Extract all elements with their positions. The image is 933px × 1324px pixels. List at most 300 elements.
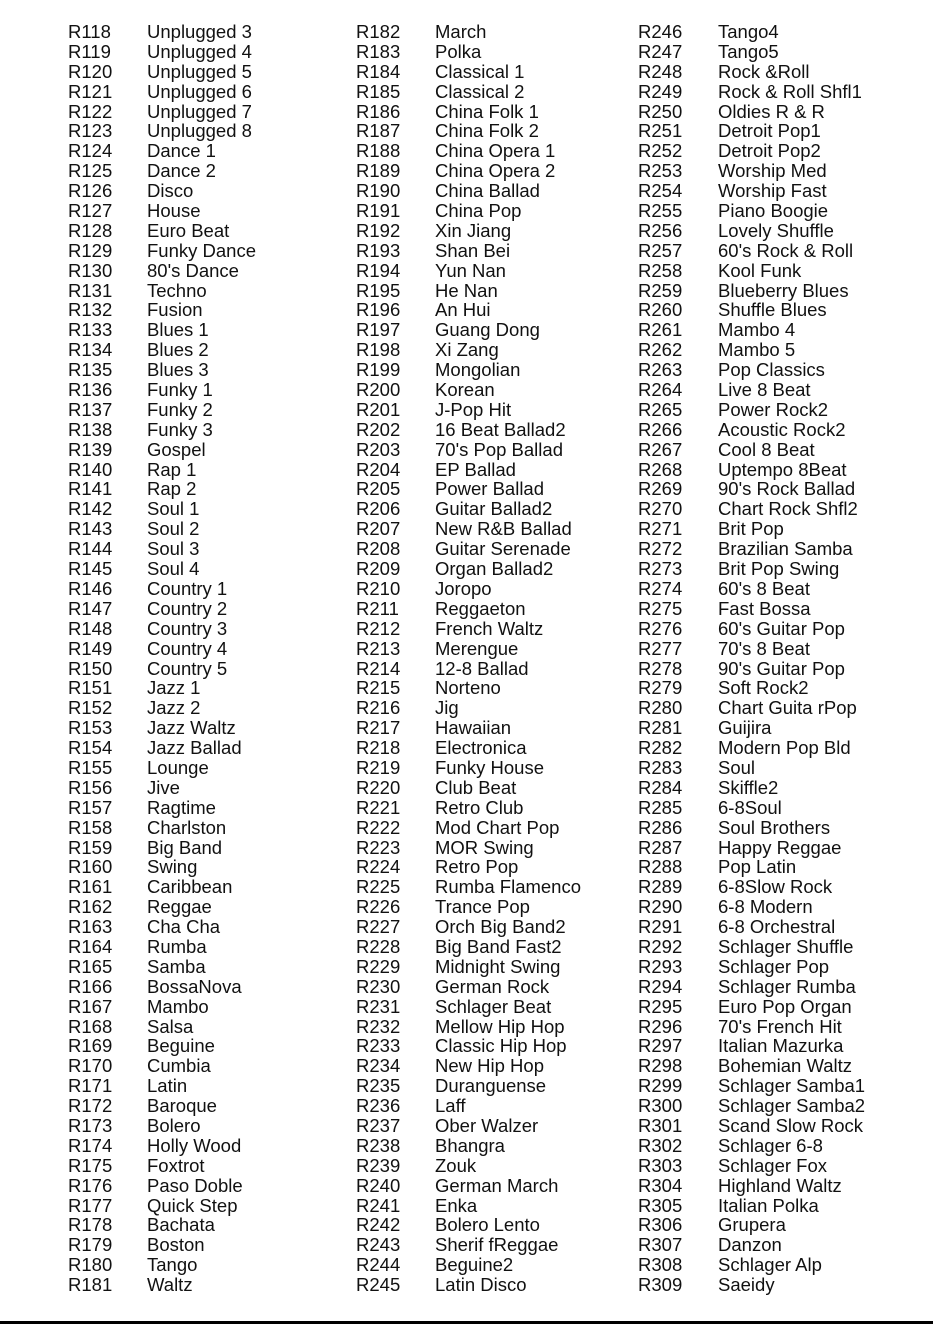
- rhythm-number: R193: [356, 239, 401, 261]
- rhythm-item: [356, 1116, 626, 1136]
- rhythm-item: [638, 698, 928, 718]
- rhythm-name: Scand Slow Rock: [718, 1114, 863, 1136]
- rhythm-number: R307: [638, 1234, 683, 1256]
- rhythm-name: 70's French Hit: [718, 1015, 842, 1037]
- rhythm-number: R178: [68, 1214, 113, 1236]
- rhythm-item: [356, 22, 626, 42]
- rhythm-item: [638, 1017, 928, 1037]
- rhythm-name: Blues 1: [147, 319, 209, 341]
- rhythm-name: Shan Bei: [435, 239, 511, 261]
- rhythm-item: [356, 141, 626, 161]
- rhythm-number: R251: [638, 120, 683, 142]
- rhythm-item: [356, 718, 626, 738]
- rhythm-name: Brazilian Samba: [718, 538, 853, 560]
- rhythm-item: [638, 579, 928, 599]
- rhythm-name: Country 1: [147, 577, 228, 599]
- rhythm-number: R296: [638, 1015, 683, 1037]
- rhythm-number: R144: [68, 538, 113, 560]
- rhythm-name: Schlager Fox: [718, 1154, 827, 1176]
- rhythm-item: [68, 798, 338, 818]
- rhythm-item: [356, 320, 626, 340]
- rhythm-item: [356, 758, 626, 778]
- rhythm-name: Cumbia: [147, 1055, 211, 1077]
- rhythm-name: Guitar Serenade: [435, 538, 571, 560]
- rhythm-item: [356, 599, 626, 619]
- rhythm-number: R209: [356, 558, 401, 580]
- rhythm-item: [356, 1136, 626, 1156]
- rhythm-name: Country 2: [147, 597, 228, 619]
- rhythm-item: [68, 1215, 338, 1235]
- rhythm-item: [356, 380, 626, 400]
- rhythm-name: Boston: [147, 1234, 205, 1256]
- rhythm-name: Zouk: [435, 1154, 477, 1176]
- rhythm-item: [638, 1076, 928, 1096]
- rhythm-item: [638, 977, 928, 997]
- rhythm-item: [68, 957, 338, 977]
- rhythm-item: [68, 300, 338, 320]
- rhythm-name: Hawaiian: [435, 717, 512, 739]
- rhythm-name: Happy Reggae: [718, 836, 842, 858]
- rhythm-name: Blues 2: [147, 339, 209, 361]
- rhythm-number: R280: [638, 697, 683, 719]
- rhythm-item: [68, 639, 338, 659]
- rhythm-item: [638, 460, 928, 480]
- rhythm-number: R169: [68, 1035, 113, 1057]
- rhythm-number: R239: [356, 1154, 401, 1176]
- rhythm-name: Rock &Roll: [718, 60, 810, 82]
- rhythm-number: R206: [356, 498, 401, 520]
- rhythm-number: R297: [638, 1035, 683, 1057]
- rhythm-number: R250: [638, 100, 683, 122]
- rhythm-name: Xi Zang: [435, 339, 499, 361]
- rhythm-name: Ober Walzer: [435, 1114, 539, 1136]
- rhythm-name: New R&B Ballad: [435, 518, 572, 540]
- rhythm-name: Pop Latin: [718, 856, 797, 878]
- rhythm-name: Rock & Roll Shfl1: [718, 80, 862, 102]
- rhythm-item: [68, 897, 338, 917]
- rhythm-number: R176: [68, 1174, 113, 1196]
- rhythm-number: R274: [638, 577, 683, 599]
- rhythm-item: [68, 519, 338, 539]
- rhythm-item: [638, 181, 928, 201]
- rhythm-name: House: [147, 200, 201, 222]
- rhythm-number: R172: [68, 1095, 113, 1117]
- rhythm-item: [356, 42, 626, 62]
- rhythm-item: [68, 400, 338, 420]
- rhythm-number: R185: [356, 80, 401, 102]
- rhythm-name: Soul 1: [147, 498, 200, 520]
- rhythm-name: He Nan: [435, 279, 498, 301]
- rhythm-item: [638, 479, 928, 499]
- rhythm-number: R128: [68, 219, 113, 241]
- rhythm-number: R281: [638, 717, 683, 739]
- rhythm-item: [68, 320, 338, 340]
- rhythm-name: Midnight Swing: [435, 955, 561, 977]
- rhythm-name: Detroit Pop2: [718, 140, 821, 162]
- rhythm-name: Soul 2: [147, 518, 200, 540]
- rhythm-number: R241: [356, 1194, 401, 1216]
- rhythm-number: R270: [638, 498, 683, 520]
- rhythm-number: R141: [68, 478, 113, 500]
- rhythm-number: R216: [356, 697, 401, 719]
- rhythm-number: R139: [68, 438, 113, 460]
- rhythm-name: Unplugged 4: [147, 40, 252, 62]
- rhythm-item: [638, 1036, 928, 1056]
- rhythm-name: Jig: [435, 697, 459, 719]
- rhythm-name: An Hui: [435, 299, 491, 321]
- rhythm-name: Mod Chart Pop: [435, 816, 560, 838]
- rhythm-item: [638, 82, 928, 102]
- rhythm-name: 70's 8 Beat: [718, 637, 810, 659]
- rhythm-item: [356, 1017, 626, 1037]
- rhythm-name: Norteno: [435, 677, 501, 699]
- rhythm-number: R212: [356, 617, 401, 639]
- rhythm-name: Piano Boogie: [718, 200, 829, 222]
- rhythm-item: [68, 440, 338, 460]
- rhythm-name: Soul 3: [147, 538, 200, 560]
- rhythm-number: R282: [638, 737, 683, 759]
- rhythm-item: [68, 479, 338, 499]
- rhythm-number: R155: [68, 756, 113, 778]
- rhythm-name: 6-8Slow Rock: [718, 876, 833, 898]
- rhythm-name: 6-8 Modern: [718, 896, 813, 918]
- rhythm-item: [68, 161, 338, 181]
- rhythm-item: [356, 897, 626, 917]
- rhythm-number: R285: [638, 796, 683, 818]
- rhythm-number: R203: [356, 438, 401, 460]
- rhythm-item: [68, 499, 338, 519]
- rhythm-item: [356, 281, 626, 301]
- rhythm-item: [68, 201, 338, 221]
- rhythm-number: R231: [356, 995, 401, 1017]
- rhythm-item: [638, 659, 928, 679]
- rhythm-item: [638, 42, 928, 62]
- rhythm-number: R261: [638, 319, 683, 341]
- rhythm-item: [68, 360, 338, 380]
- rhythm-item: [356, 201, 626, 221]
- rhythm-name: German Rock: [435, 975, 550, 997]
- rhythm-number: R222: [356, 816, 401, 838]
- rhythm-name: MOR Swing: [435, 836, 534, 858]
- rhythm-number: R238: [356, 1134, 401, 1156]
- rhythm-number: R134: [68, 339, 113, 361]
- rhythm-item: [68, 539, 338, 559]
- rhythm-name: Mambo 4: [718, 319, 796, 341]
- rhythm-name: Bhangra: [435, 1134, 505, 1156]
- rhythm-number: R197: [356, 319, 401, 341]
- rhythm-name: Worship Fast: [718, 180, 827, 202]
- rhythm-number: R246: [638, 21, 683, 42]
- rhythm-number: R204: [356, 458, 401, 480]
- rhythm-item: [68, 121, 338, 141]
- rhythm-name: Schlager Pop: [718, 955, 830, 977]
- rhythm-number: R215: [356, 677, 401, 699]
- rhythm-item: [638, 639, 928, 659]
- rhythm-number: R163: [68, 916, 113, 938]
- rhythm-name: Latin Disco: [435, 1274, 527, 1296]
- rhythm-item: [638, 997, 928, 1017]
- rhythm-number: R194: [356, 259, 401, 281]
- rhythm-item: [356, 957, 626, 977]
- rhythm-item: [68, 1096, 338, 1116]
- rhythm-number: R173: [68, 1114, 113, 1136]
- rhythm-name: 16 Beat Ballad2: [435, 418, 566, 440]
- rhythm-item: [68, 857, 338, 877]
- rhythm-item: [638, 778, 928, 798]
- rhythm-name: Unplugged 8: [147, 120, 252, 142]
- rhythm-item: [356, 181, 626, 201]
- rhythm-item: [68, 1017, 338, 1037]
- rhythm-number: R290: [638, 896, 683, 918]
- rhythm-number: R168: [68, 1015, 113, 1037]
- rhythm-number: R180: [68, 1254, 113, 1276]
- rhythm-number: R202: [356, 418, 401, 440]
- rhythm-name: Unplugged 5: [147, 60, 252, 82]
- rhythm-name: Acoustic Rock2: [718, 418, 846, 440]
- rhythm-number: R253: [638, 160, 683, 182]
- rhythm-name: Blues 3: [147, 359, 209, 381]
- rhythm-number: R227: [356, 916, 401, 938]
- rhythm-item: [68, 977, 338, 997]
- rhythm-item: [68, 678, 338, 698]
- rhythm-item: [638, 440, 928, 460]
- rhythm-name: China Opera 1: [435, 140, 556, 162]
- rhythm-name: Gospel: [147, 438, 206, 460]
- rhythm-number: R137: [68, 398, 113, 420]
- rhythm-item: [638, 877, 928, 897]
- rhythm-number: R300: [638, 1095, 683, 1117]
- rhythm-item: [68, 619, 338, 639]
- rhythm-number: R256: [638, 219, 683, 241]
- rhythm-number: R305: [638, 1194, 683, 1216]
- rhythm-name: Holly Wood: [147, 1134, 242, 1156]
- rhythm-item: [638, 599, 928, 619]
- rhythm-name: Schlager Samba1: [718, 1075, 866, 1097]
- rhythm-item: [638, 1196, 928, 1216]
- rhythm-item: [356, 659, 626, 679]
- rhythm-name: Dance 2: [147, 160, 216, 182]
- rhythm-name: Bachata: [147, 1214, 215, 1236]
- rhythm-number: R146: [68, 577, 113, 599]
- rhythm-name: Foxtrot: [147, 1154, 205, 1176]
- rhythm-item: [68, 221, 338, 241]
- rhythm-item: [68, 261, 338, 281]
- rhythm-item: [356, 698, 626, 718]
- rhythm-number: R279: [638, 677, 683, 699]
- rhythm-number: R219: [356, 756, 401, 778]
- rhythm-name: Enka: [435, 1194, 478, 1216]
- rhythm-item: [356, 838, 626, 858]
- rhythm-number: R170: [68, 1055, 113, 1077]
- rhythm-name: 6-8Soul: [718, 796, 782, 818]
- rhythm-number: R181: [68, 1274, 113, 1296]
- rhythm-number: R249: [638, 80, 683, 102]
- rhythm-number: R302: [638, 1134, 683, 1156]
- rhythm-name: Tango: [147, 1254, 198, 1276]
- rhythm-number: R171: [68, 1075, 113, 1097]
- rhythm-item: [638, 340, 928, 360]
- rhythm-item: [356, 877, 626, 897]
- rhythm-column-3: [638, 22, 928, 1295]
- rhythm-item: [638, 758, 928, 778]
- rhythm-item: [356, 1196, 626, 1216]
- rhythm-name: China Pop: [435, 200, 522, 222]
- rhythm-name: Schlager Alp: [718, 1254, 822, 1276]
- rhythm-name: Schlager Shuffle: [718, 935, 854, 957]
- rhythm-name: Funky 2: [147, 398, 213, 420]
- rhythm-item: [638, 1275, 928, 1295]
- rhythm-name: Lounge: [147, 756, 209, 778]
- rhythm-item: [356, 857, 626, 877]
- rhythm-item: [68, 241, 338, 261]
- rhythm-name: China Opera 2: [435, 160, 556, 182]
- rhythm-number: R200: [356, 379, 401, 401]
- rhythm-name: 80's Dance: [147, 259, 239, 281]
- rhythm-item: [356, 798, 626, 818]
- rhythm-name: Tango5: [718, 40, 779, 62]
- rhythm-number: R287: [638, 836, 683, 858]
- rhythm-number: R218: [356, 737, 401, 759]
- rhythm-number: R233: [356, 1035, 401, 1057]
- rhythm-number: R275: [638, 597, 683, 619]
- rhythm-name: Jive: [147, 776, 180, 798]
- rhythm-item: [356, 1215, 626, 1235]
- rhythm-item: [356, 460, 626, 480]
- rhythm-number: R145: [68, 558, 113, 580]
- rhythm-number: R214: [356, 657, 401, 679]
- rhythm-number: R198: [356, 339, 401, 361]
- rhythm-name: Unplugged 3: [147, 21, 252, 42]
- rhythm-item: [68, 82, 338, 102]
- rhythm-name: BossaNova: [147, 975, 242, 997]
- rhythm-item: [638, 559, 928, 579]
- rhythm-item: [68, 758, 338, 778]
- rhythm-name: 6-8 Orchestral: [718, 916, 836, 938]
- rhythm-name: Organ Ballad2: [435, 558, 554, 580]
- rhythm-item: [356, 1156, 626, 1176]
- rhythm-number: R221: [356, 796, 401, 818]
- rhythm-item: [638, 818, 928, 838]
- rhythm-item: [68, 281, 338, 301]
- rhythm-number: R192: [356, 219, 401, 241]
- rhythm-name: Mongolian: [435, 359, 521, 381]
- rhythm-item: [356, 579, 626, 599]
- rhythm-name: Unplugged 7: [147, 100, 252, 122]
- rhythm-number: R138: [68, 418, 113, 440]
- rhythm-item: [356, 261, 626, 281]
- rhythm-name: Salsa: [147, 1015, 194, 1037]
- rhythm-number: R243: [356, 1234, 401, 1256]
- rhythm-name: Chart Guita rPop: [718, 697, 857, 719]
- rhythm-number: R225: [356, 876, 401, 898]
- rhythm-item: [638, 360, 928, 380]
- rhythm-number: R223: [356, 836, 401, 858]
- rhythm-number: R121: [68, 80, 113, 102]
- rhythm-item: [68, 718, 338, 738]
- rhythm-number: R237: [356, 1114, 401, 1136]
- rhythm-item: [68, 659, 338, 679]
- rhythm-number: R308: [638, 1254, 683, 1276]
- rhythm-number: R244: [356, 1254, 401, 1276]
- rhythm-number: R248: [638, 60, 683, 82]
- rhythm-name: Jazz Waltz: [147, 717, 236, 739]
- rhythm-number: R135: [68, 359, 113, 381]
- rhythm-number: R240: [356, 1174, 401, 1196]
- rhythm-item: [356, 1176, 626, 1196]
- rhythm-name: Charlston: [147, 816, 227, 838]
- rhythm-name: Schlager 6-8: [718, 1134, 823, 1156]
- rhythm-name: Chart Rock Shfl2: [718, 498, 858, 520]
- rhythm-number: R130: [68, 259, 113, 281]
- rhythm-item: [638, 798, 928, 818]
- rhythm-item: [638, 519, 928, 539]
- rhythm-item: [356, 519, 626, 539]
- rhythm-name: Tango4: [718, 21, 779, 42]
- rhythm-name: Pop Classics: [718, 359, 825, 381]
- rhythm-name: 70's Pop Ballad: [435, 438, 563, 460]
- rhythm-name: Ragtime: [147, 796, 216, 818]
- rhythm-item: [638, 261, 928, 281]
- rhythm-number: R159: [68, 836, 113, 858]
- rhythm-name: New Hip Hop: [435, 1055, 544, 1077]
- rhythm-name: 90's Guitar Pop: [718, 657, 845, 679]
- rhythm-name: Classical 1: [435, 60, 525, 82]
- rhythm-name: 60's 8 Beat: [718, 577, 810, 599]
- rhythm-item: [68, 559, 338, 579]
- rhythm-item: [638, 838, 928, 858]
- rhythm-item: [68, 102, 338, 122]
- rhythm-item: [68, 698, 338, 718]
- rhythm-name: Caribbean: [147, 876, 233, 898]
- rhythm-name: Euro Pop Organ: [718, 995, 852, 1017]
- rhythm-name: Highland Waltz: [718, 1174, 842, 1196]
- rhythm-item: [638, 1235, 928, 1255]
- rhythm-number: R150: [68, 657, 113, 679]
- rhythm-item: [356, 499, 626, 519]
- rhythm-number: R205: [356, 478, 401, 500]
- rhythm-number: R278: [638, 657, 683, 679]
- rhythm-name: Cha Cha: [147, 916, 221, 938]
- rhythm-number: R143: [68, 518, 113, 540]
- rhythm-number: R236: [356, 1095, 401, 1117]
- rhythm-name: Schlager Rumba: [718, 975, 856, 997]
- rhythm-number: R157: [68, 796, 113, 818]
- rhythm-item: [356, 678, 626, 698]
- rhythm-item: [356, 1096, 626, 1116]
- rhythm-number: R224: [356, 856, 401, 878]
- rhythm-number: R148: [68, 617, 113, 639]
- rhythm-item: [356, 161, 626, 181]
- rhythm-name: Joropo: [435, 577, 492, 599]
- rhythm-name: March: [435, 21, 487, 42]
- rhythm-item: [638, 619, 928, 639]
- rhythm-number: R273: [638, 558, 683, 580]
- rhythm-name: Rap 1: [147, 458, 197, 480]
- rhythm-name: Skiffle2: [718, 776, 779, 798]
- rhythm-item: [638, 738, 928, 758]
- rhythm-number: R179: [68, 1234, 113, 1256]
- rhythm-item: [68, 181, 338, 201]
- rhythm-name: Guang Dong: [435, 319, 540, 341]
- rhythm-name: Mambo: [147, 995, 209, 1017]
- rhythm-item: [638, 957, 928, 977]
- rhythm-item: [356, 121, 626, 141]
- rhythm-number: R122: [68, 100, 113, 122]
- rhythm-name: Danzon: [718, 1234, 782, 1256]
- rhythm-name: Retro Pop: [435, 856, 519, 878]
- rhythm-item: [68, 1076, 338, 1096]
- rhythm-item: [68, 1056, 338, 1076]
